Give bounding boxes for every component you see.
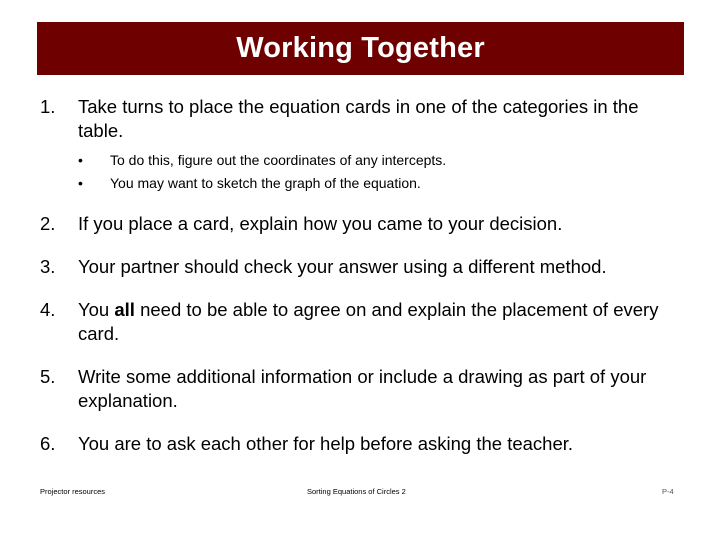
sub-list-item	[78, 172, 680, 195]
sub-item-text: To do this, figure out the coordinates of any intercepts.	[110, 152, 447, 168]
list-item	[40, 298, 680, 346]
sub-list	[78, 149, 680, 195]
item-text: Take turns to place the equation cards in one of the categories in the table.	[78, 96, 639, 141]
item-number: 6.	[40, 433, 56, 454]
item-text: If you place a card, explain how you came to your decision.	[78, 213, 563, 234]
item-text: You are to ask each other for help before asking the teacher.	[78, 433, 574, 454]
list-item	[40, 432, 680, 456]
item-number: 5.	[40, 366, 56, 387]
item-number: 2.	[40, 213, 56, 234]
item-text-end: need to be able to agree on and explain the placement of every card.	[78, 299, 659, 344]
item-text-emphasis: all	[114, 299, 135, 320]
bullet-icon: •	[78, 175, 83, 191]
list-item	[40, 95, 680, 195]
footer-page-number: P-4	[662, 487, 674, 496]
slide-title: Working Together	[236, 32, 485, 64]
item-number: 1.	[40, 96, 56, 117]
item-text: Write some additional information or include a drawing as part of your explanation.	[78, 366, 647, 411]
list-item	[40, 255, 680, 279]
sub-list-item	[78, 149, 680, 172]
item-text-start: You	[78, 299, 115, 320]
footer-center-text: Sorting Equations of Circles 2	[307, 487, 406, 496]
item-number: 4.	[40, 299, 56, 320]
footer-left-text: Projector resources	[40, 487, 106, 496]
title-bar	[37, 22, 684, 75]
item-number: 3.	[40, 256, 56, 277]
sub-item-text: You may want to sketch the graph of the equation.	[110, 175, 421, 191]
list-item	[40, 365, 680, 413]
bullet-icon: •	[78, 152, 83, 168]
instruction-list	[40, 95, 680, 475]
item-text: Your partner should check your answer using a different method.	[78, 256, 607, 277]
list-item	[40, 212, 680, 236]
